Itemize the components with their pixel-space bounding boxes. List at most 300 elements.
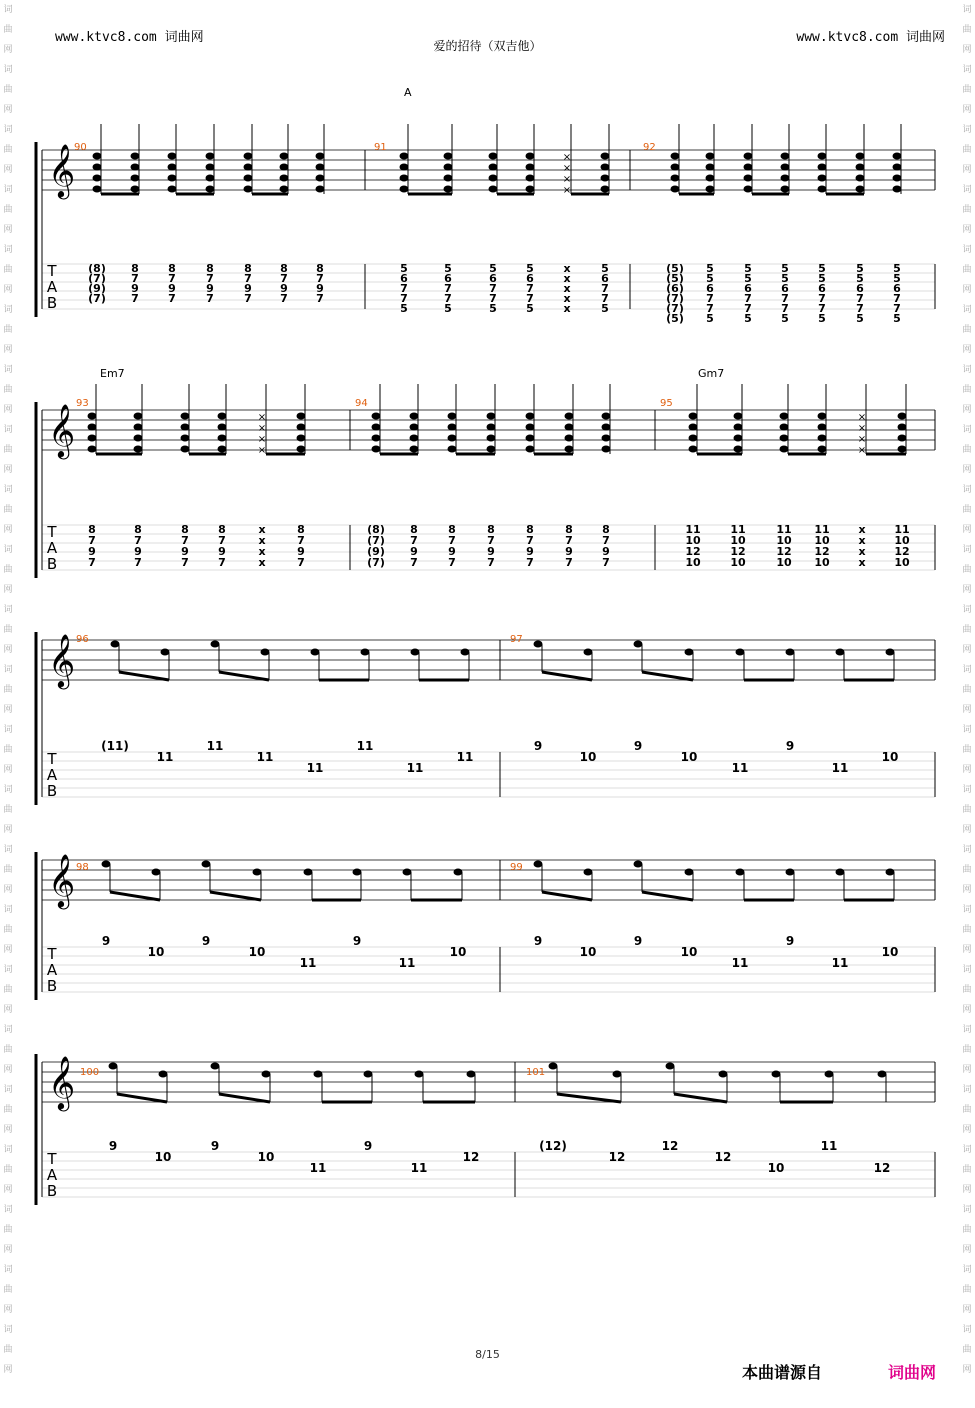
tab-number: (7) bbox=[88, 292, 106, 305]
notehead bbox=[786, 649, 795, 656]
tab-number: 10 bbox=[680, 750, 698, 764]
notehead bbox=[372, 413, 381, 420]
tab-number: 7 bbox=[487, 556, 495, 569]
tab-number: 7 bbox=[448, 556, 456, 569]
beam bbox=[219, 672, 269, 680]
tab-number: 11 bbox=[206, 739, 224, 753]
tab-number: 10 bbox=[814, 556, 830, 569]
notehead bbox=[353, 869, 362, 876]
tab-number: 7 bbox=[244, 292, 252, 305]
tab-number: (7) bbox=[666, 302, 684, 315]
notehead bbox=[744, 186, 753, 193]
notehead bbox=[898, 424, 907, 431]
tab-number: 11 bbox=[894, 523, 910, 536]
beam bbox=[219, 1094, 270, 1102]
notehead bbox=[206, 153, 215, 160]
notehead bbox=[893, 186, 902, 193]
tab-number: 12 bbox=[873, 1161, 891, 1175]
tab-number: 7 bbox=[601, 292, 609, 305]
notehead bbox=[297, 424, 306, 431]
tab-number: 9 bbox=[410, 545, 418, 558]
tab-number: (11) bbox=[101, 739, 129, 753]
tab-number: (9) bbox=[367, 545, 385, 558]
notehead bbox=[448, 413, 457, 420]
notehead bbox=[526, 164, 535, 171]
tab-number: 7 bbox=[487, 534, 495, 547]
notehead bbox=[206, 175, 215, 182]
notehead bbox=[671, 164, 680, 171]
tab-number: x bbox=[563, 272, 571, 285]
tab-number: 7 bbox=[410, 534, 418, 547]
tab-number: 9 bbox=[181, 545, 189, 558]
notehead bbox=[410, 435, 419, 442]
tab-number: 5 bbox=[818, 312, 826, 325]
tab-number: 10 bbox=[894, 556, 910, 569]
notehead bbox=[744, 153, 753, 160]
tab-number: (5) bbox=[666, 312, 684, 325]
tab-number: 8 bbox=[88, 523, 96, 536]
notehead bbox=[218, 446, 227, 453]
tab-number: 6 bbox=[400, 272, 408, 285]
tab-number: 11 bbox=[685, 523, 701, 536]
tab-number: 8 bbox=[410, 523, 418, 536]
tab-number: 5 bbox=[893, 262, 901, 275]
notehead bbox=[781, 164, 790, 171]
notehead bbox=[818, 435, 827, 442]
tab-number: 11 bbox=[820, 1139, 838, 1153]
tab-number: 11 bbox=[731, 761, 749, 775]
notehead bbox=[448, 435, 457, 442]
tab-number: 7 bbox=[444, 292, 452, 305]
notehead bbox=[211, 1063, 220, 1070]
tab-number: 9 bbox=[297, 545, 305, 558]
tab-number: 9 bbox=[448, 545, 456, 558]
muted-notehead-icon: × bbox=[257, 412, 267, 423]
tab-number: 7 bbox=[280, 272, 288, 285]
notehead bbox=[448, 424, 457, 431]
notehead bbox=[161, 649, 170, 656]
tab-number: 5 bbox=[400, 302, 408, 315]
tab-number: 9 bbox=[565, 545, 573, 558]
tab-number: 7 bbox=[526, 282, 534, 295]
tab-number: 7 bbox=[818, 292, 826, 305]
tab-number: 6 bbox=[856, 282, 864, 295]
notehead bbox=[372, 446, 381, 453]
tab-number: 7 bbox=[489, 282, 497, 295]
notehead bbox=[613, 1071, 622, 1078]
tab-number: 11 bbox=[306, 761, 324, 775]
notehead bbox=[372, 435, 381, 442]
notehead bbox=[93, 186, 102, 193]
notehead bbox=[244, 175, 253, 182]
notehead bbox=[602, 413, 611, 420]
tab-number: 7 bbox=[181, 556, 189, 569]
tab-number: (9) bbox=[88, 282, 106, 295]
tab-number: 7 bbox=[856, 292, 864, 305]
tab-number: 11 bbox=[256, 750, 274, 764]
treble-clef-icon: 𝄞 bbox=[48, 143, 76, 197]
tab-number: 11 bbox=[831, 956, 849, 970]
notehead bbox=[88, 435, 97, 442]
notehead bbox=[634, 641, 643, 648]
notehead bbox=[565, 435, 574, 442]
tab-number: 8 bbox=[487, 523, 495, 536]
notehead bbox=[168, 175, 177, 182]
notehead bbox=[461, 649, 470, 656]
chord-symbol: Em7 bbox=[100, 367, 125, 380]
beam bbox=[119, 672, 169, 680]
notehead bbox=[706, 153, 715, 160]
tab-number: 7 bbox=[280, 292, 288, 305]
tab-number: 9 bbox=[352, 934, 362, 948]
notehead bbox=[818, 164, 827, 171]
notehead bbox=[706, 186, 715, 193]
notehead bbox=[601, 175, 610, 182]
tab-number: 7 bbox=[706, 292, 714, 305]
notehead bbox=[549, 1063, 558, 1070]
tab-number: 8 bbox=[526, 523, 534, 536]
tab-number: 9 bbox=[206, 282, 214, 295]
tab-number: 5 bbox=[400, 262, 408, 275]
tab-clef-letter: A bbox=[46, 1166, 58, 1184]
notehead bbox=[168, 186, 177, 193]
notehead bbox=[526, 153, 535, 160]
notehead bbox=[311, 649, 320, 656]
chord-symbol: Gm7 bbox=[698, 367, 725, 380]
muted-notehead-icon: × bbox=[857, 423, 867, 434]
tab-number: 5 bbox=[818, 262, 826, 275]
notehead bbox=[93, 153, 102, 160]
notehead bbox=[444, 175, 453, 182]
notehead bbox=[111, 641, 120, 648]
tab-number: 7 bbox=[181, 534, 189, 547]
notehead bbox=[444, 186, 453, 193]
page-number: 8/15 bbox=[475, 1348, 500, 1361]
notehead bbox=[818, 424, 827, 431]
notehead bbox=[736, 649, 745, 656]
measure-number: 97 bbox=[510, 634, 523, 645]
notehead bbox=[818, 175, 827, 182]
tab-number: 9 bbox=[602, 545, 610, 558]
notehead bbox=[744, 175, 753, 182]
tab-number: 7 bbox=[134, 556, 142, 569]
tab-number: 5 bbox=[818, 272, 826, 285]
tab-number: 5 bbox=[444, 302, 452, 315]
tab-number: 7 bbox=[565, 534, 573, 547]
tab-clef-letter: A bbox=[46, 278, 58, 296]
tab-number: (5) bbox=[666, 262, 684, 275]
tab-number: 7 bbox=[88, 556, 96, 569]
notehead bbox=[671, 175, 680, 182]
notehead bbox=[634, 861, 643, 868]
notehead bbox=[602, 435, 611, 442]
notehead bbox=[898, 435, 907, 442]
tab-clef-letter: T bbox=[47, 523, 57, 541]
notehead bbox=[403, 869, 412, 876]
tab-clef-letter: B bbox=[46, 977, 58, 995]
notehead bbox=[893, 175, 902, 182]
source-site[interactable]: 词曲网 bbox=[888, 1363, 937, 1382]
notehead bbox=[565, 413, 574, 420]
notehead bbox=[818, 446, 827, 453]
notehead bbox=[102, 861, 111, 868]
notehead bbox=[131, 175, 140, 182]
measure-number: 93 bbox=[76, 398, 89, 409]
muted-notehead-icon: × bbox=[857, 445, 867, 456]
notehead bbox=[415, 1071, 424, 1078]
tab-number: 7 bbox=[206, 272, 214, 285]
tab-number: 7 bbox=[526, 534, 534, 547]
tab-number: 9 bbox=[533, 934, 543, 948]
tab-number: (8) bbox=[367, 523, 385, 536]
tab-number: 6 bbox=[893, 282, 901, 295]
notehead bbox=[856, 153, 865, 160]
tab-number: 5 bbox=[489, 302, 497, 315]
notehead bbox=[487, 413, 496, 420]
tab-number: 9 bbox=[280, 282, 288, 295]
tab-number: x bbox=[258, 556, 266, 569]
tab-number: 8 bbox=[602, 523, 610, 536]
tab-number: 7 bbox=[316, 272, 324, 285]
tab-number: 7 bbox=[206, 292, 214, 305]
tab-clef-letter: B bbox=[46, 555, 58, 573]
notehead bbox=[856, 175, 865, 182]
treble-clef-icon: 𝄞 bbox=[48, 633, 76, 687]
muted-notehead-icon: × bbox=[257, 445, 267, 456]
tab-number: 5 bbox=[781, 272, 789, 285]
notehead bbox=[584, 649, 593, 656]
notehead bbox=[786, 869, 795, 876]
notehead bbox=[601, 186, 610, 193]
tab-clef-letter: A bbox=[46, 539, 58, 557]
notehead bbox=[781, 175, 790, 182]
site-name-left: 词曲网 bbox=[164, 30, 204, 45]
notehead bbox=[244, 186, 253, 193]
muted-notehead-icon: × bbox=[857, 412, 867, 423]
tab-number: x bbox=[858, 545, 866, 558]
tab-number: 7 bbox=[131, 272, 139, 285]
tab-number: 8 bbox=[181, 523, 189, 536]
tab-number: 7 bbox=[168, 292, 176, 305]
notehead bbox=[202, 861, 211, 868]
tab-number: 9 bbox=[244, 282, 252, 295]
tab-number: 11 bbox=[398, 956, 416, 970]
treble-clef-icon: 𝄞 bbox=[48, 403, 76, 457]
notehead bbox=[206, 186, 215, 193]
tab-number: 9 bbox=[210, 1139, 220, 1153]
tab-number: 7 bbox=[168, 272, 176, 285]
tab-number: 8 bbox=[206, 262, 214, 275]
tab-number: 10 bbox=[776, 534, 792, 547]
tab-number: 5 bbox=[444, 262, 452, 275]
notehead bbox=[454, 869, 463, 876]
tab-number: 11 bbox=[456, 750, 474, 764]
tab-clef-letter: T bbox=[47, 750, 57, 768]
tab-number: 9 bbox=[633, 739, 643, 753]
notehead bbox=[689, 424, 698, 431]
notehead bbox=[856, 186, 865, 193]
notehead bbox=[526, 435, 535, 442]
tab-number: 9 bbox=[218, 545, 226, 558]
notehead bbox=[218, 424, 227, 431]
notehead bbox=[206, 164, 215, 171]
site-name-right: 词曲网 bbox=[905, 30, 945, 45]
tab-clef-letter: T bbox=[47, 945, 57, 963]
tab-number: 12 bbox=[776, 545, 792, 558]
notehead bbox=[781, 153, 790, 160]
notehead bbox=[88, 424, 97, 431]
tab-number: (7) bbox=[88, 272, 106, 285]
song-title: 爱的招待（双吉他） bbox=[433, 39, 542, 53]
notehead bbox=[487, 435, 496, 442]
measure-number: 90 bbox=[74, 142, 87, 153]
tab-clef-letter: A bbox=[46, 766, 58, 784]
muted-notehead-icon: × bbox=[562, 185, 572, 196]
beam bbox=[642, 892, 693, 900]
tab-number: 5 bbox=[744, 312, 752, 325]
notehead bbox=[134, 413, 143, 420]
tab-number: 5 bbox=[893, 272, 901, 285]
tab-number: 11 bbox=[156, 750, 174, 764]
tab-number: 7 bbox=[489, 292, 497, 305]
site-url-left[interactable]: www.ktvc8.com bbox=[55, 30, 157, 45]
notehead bbox=[489, 153, 498, 160]
notehead bbox=[211, 641, 220, 648]
tab-number: 6 bbox=[444, 272, 452, 285]
notehead bbox=[836, 869, 845, 876]
tab-number: 7 bbox=[448, 534, 456, 547]
tab-number: x bbox=[258, 545, 266, 558]
tab-number: 7 bbox=[444, 282, 452, 295]
tab-number: 10 bbox=[579, 945, 597, 959]
notehead bbox=[316, 164, 325, 171]
tab-number: 6 bbox=[781, 282, 789, 295]
notehead bbox=[448, 446, 457, 453]
tab-number: 5 bbox=[856, 272, 864, 285]
tab-number: 8 bbox=[168, 262, 176, 275]
beam bbox=[557, 1094, 621, 1102]
beam bbox=[117, 1094, 167, 1102]
notehead bbox=[780, 424, 789, 431]
notehead bbox=[781, 186, 790, 193]
notehead bbox=[534, 861, 543, 868]
notehead bbox=[602, 424, 611, 431]
notehead bbox=[361, 649, 370, 656]
tab-clef-letter: B bbox=[46, 294, 58, 312]
tab-number: 7 bbox=[244, 272, 252, 285]
notehead bbox=[534, 641, 543, 648]
tab-number: x bbox=[563, 262, 571, 275]
notehead bbox=[565, 424, 574, 431]
notehead bbox=[93, 175, 102, 182]
notehead bbox=[244, 164, 253, 171]
notehead bbox=[734, 424, 743, 431]
beam bbox=[110, 892, 160, 900]
tab-number: 10 bbox=[579, 750, 597, 764]
notehead bbox=[689, 435, 698, 442]
tab-number: 9 bbox=[785, 739, 795, 753]
notehead bbox=[487, 424, 496, 431]
notehead bbox=[218, 435, 227, 442]
measure-number: 98 bbox=[76, 862, 89, 873]
tab-number: 12 bbox=[685, 545, 701, 558]
tab-number: 6 bbox=[706, 282, 714, 295]
tab-number: 9 bbox=[101, 934, 111, 948]
notehead bbox=[168, 164, 177, 171]
tab-clef-letter: T bbox=[47, 1150, 57, 1168]
tab-number: 7 bbox=[218, 556, 226, 569]
tab-number: 8 bbox=[244, 262, 252, 275]
notehead bbox=[168, 153, 177, 160]
tab-number: 7 bbox=[893, 302, 901, 315]
muted-notehead-icon: × bbox=[857, 434, 867, 445]
tab-number: 5 bbox=[781, 312, 789, 325]
tab-number: 9 bbox=[201, 934, 211, 948]
tab-number: 10 bbox=[449, 945, 467, 959]
measure-number: 101 bbox=[526, 1067, 546, 1078]
notehead bbox=[898, 413, 907, 420]
notehead bbox=[410, 446, 419, 453]
notehead bbox=[825, 1071, 834, 1078]
tab-number: 5 bbox=[706, 262, 714, 275]
tab-number: 10 bbox=[248, 945, 266, 959]
notehead bbox=[410, 413, 419, 420]
notehead bbox=[706, 175, 715, 182]
notehead bbox=[316, 175, 325, 182]
tab-number: 11 bbox=[406, 761, 424, 775]
notehead bbox=[689, 446, 698, 453]
tab-number: 7 bbox=[744, 292, 752, 305]
tab-number: 8 bbox=[280, 262, 288, 275]
notehead bbox=[400, 153, 409, 160]
notehead bbox=[297, 446, 306, 453]
notehead bbox=[526, 186, 535, 193]
site-url-right[interactable]: www.ktvc8.com bbox=[796, 30, 899, 45]
tab-clef-letter: B bbox=[46, 782, 58, 800]
beam bbox=[542, 672, 592, 680]
notehead bbox=[280, 164, 289, 171]
tab-number: 5 bbox=[781, 262, 789, 275]
notehead bbox=[244, 153, 253, 160]
tab-number: 7 bbox=[818, 302, 826, 315]
tab-number: 12 bbox=[814, 545, 830, 558]
tab-number: 7 bbox=[526, 292, 534, 305]
notehead bbox=[134, 435, 143, 442]
muted-notehead-icon: × bbox=[562, 174, 572, 185]
notehead bbox=[744, 164, 753, 171]
tab-number: 10 bbox=[730, 534, 746, 547]
tab-number: 9 bbox=[134, 545, 142, 558]
tab-number: 10 bbox=[881, 750, 899, 764]
tab-number: 9 bbox=[316, 282, 324, 295]
tab-number: 8 bbox=[565, 523, 573, 536]
tab-number: 5 bbox=[601, 262, 609, 275]
tab-number: 7 bbox=[316, 292, 324, 305]
notehead bbox=[685, 649, 694, 656]
notehead bbox=[444, 153, 453, 160]
notehead bbox=[780, 413, 789, 420]
tab-number: 10 bbox=[685, 556, 701, 569]
tab-number: 7 bbox=[88, 534, 96, 547]
muted-notehead-icon: × bbox=[562, 163, 572, 174]
notehead bbox=[131, 186, 140, 193]
tab-number: 8 bbox=[448, 523, 456, 536]
tab-number: (8) bbox=[88, 262, 106, 275]
tab-number: 9 bbox=[168, 282, 176, 295]
notehead bbox=[134, 446, 143, 453]
notehead bbox=[181, 435, 190, 442]
tab-number: 12 bbox=[661, 1139, 679, 1153]
